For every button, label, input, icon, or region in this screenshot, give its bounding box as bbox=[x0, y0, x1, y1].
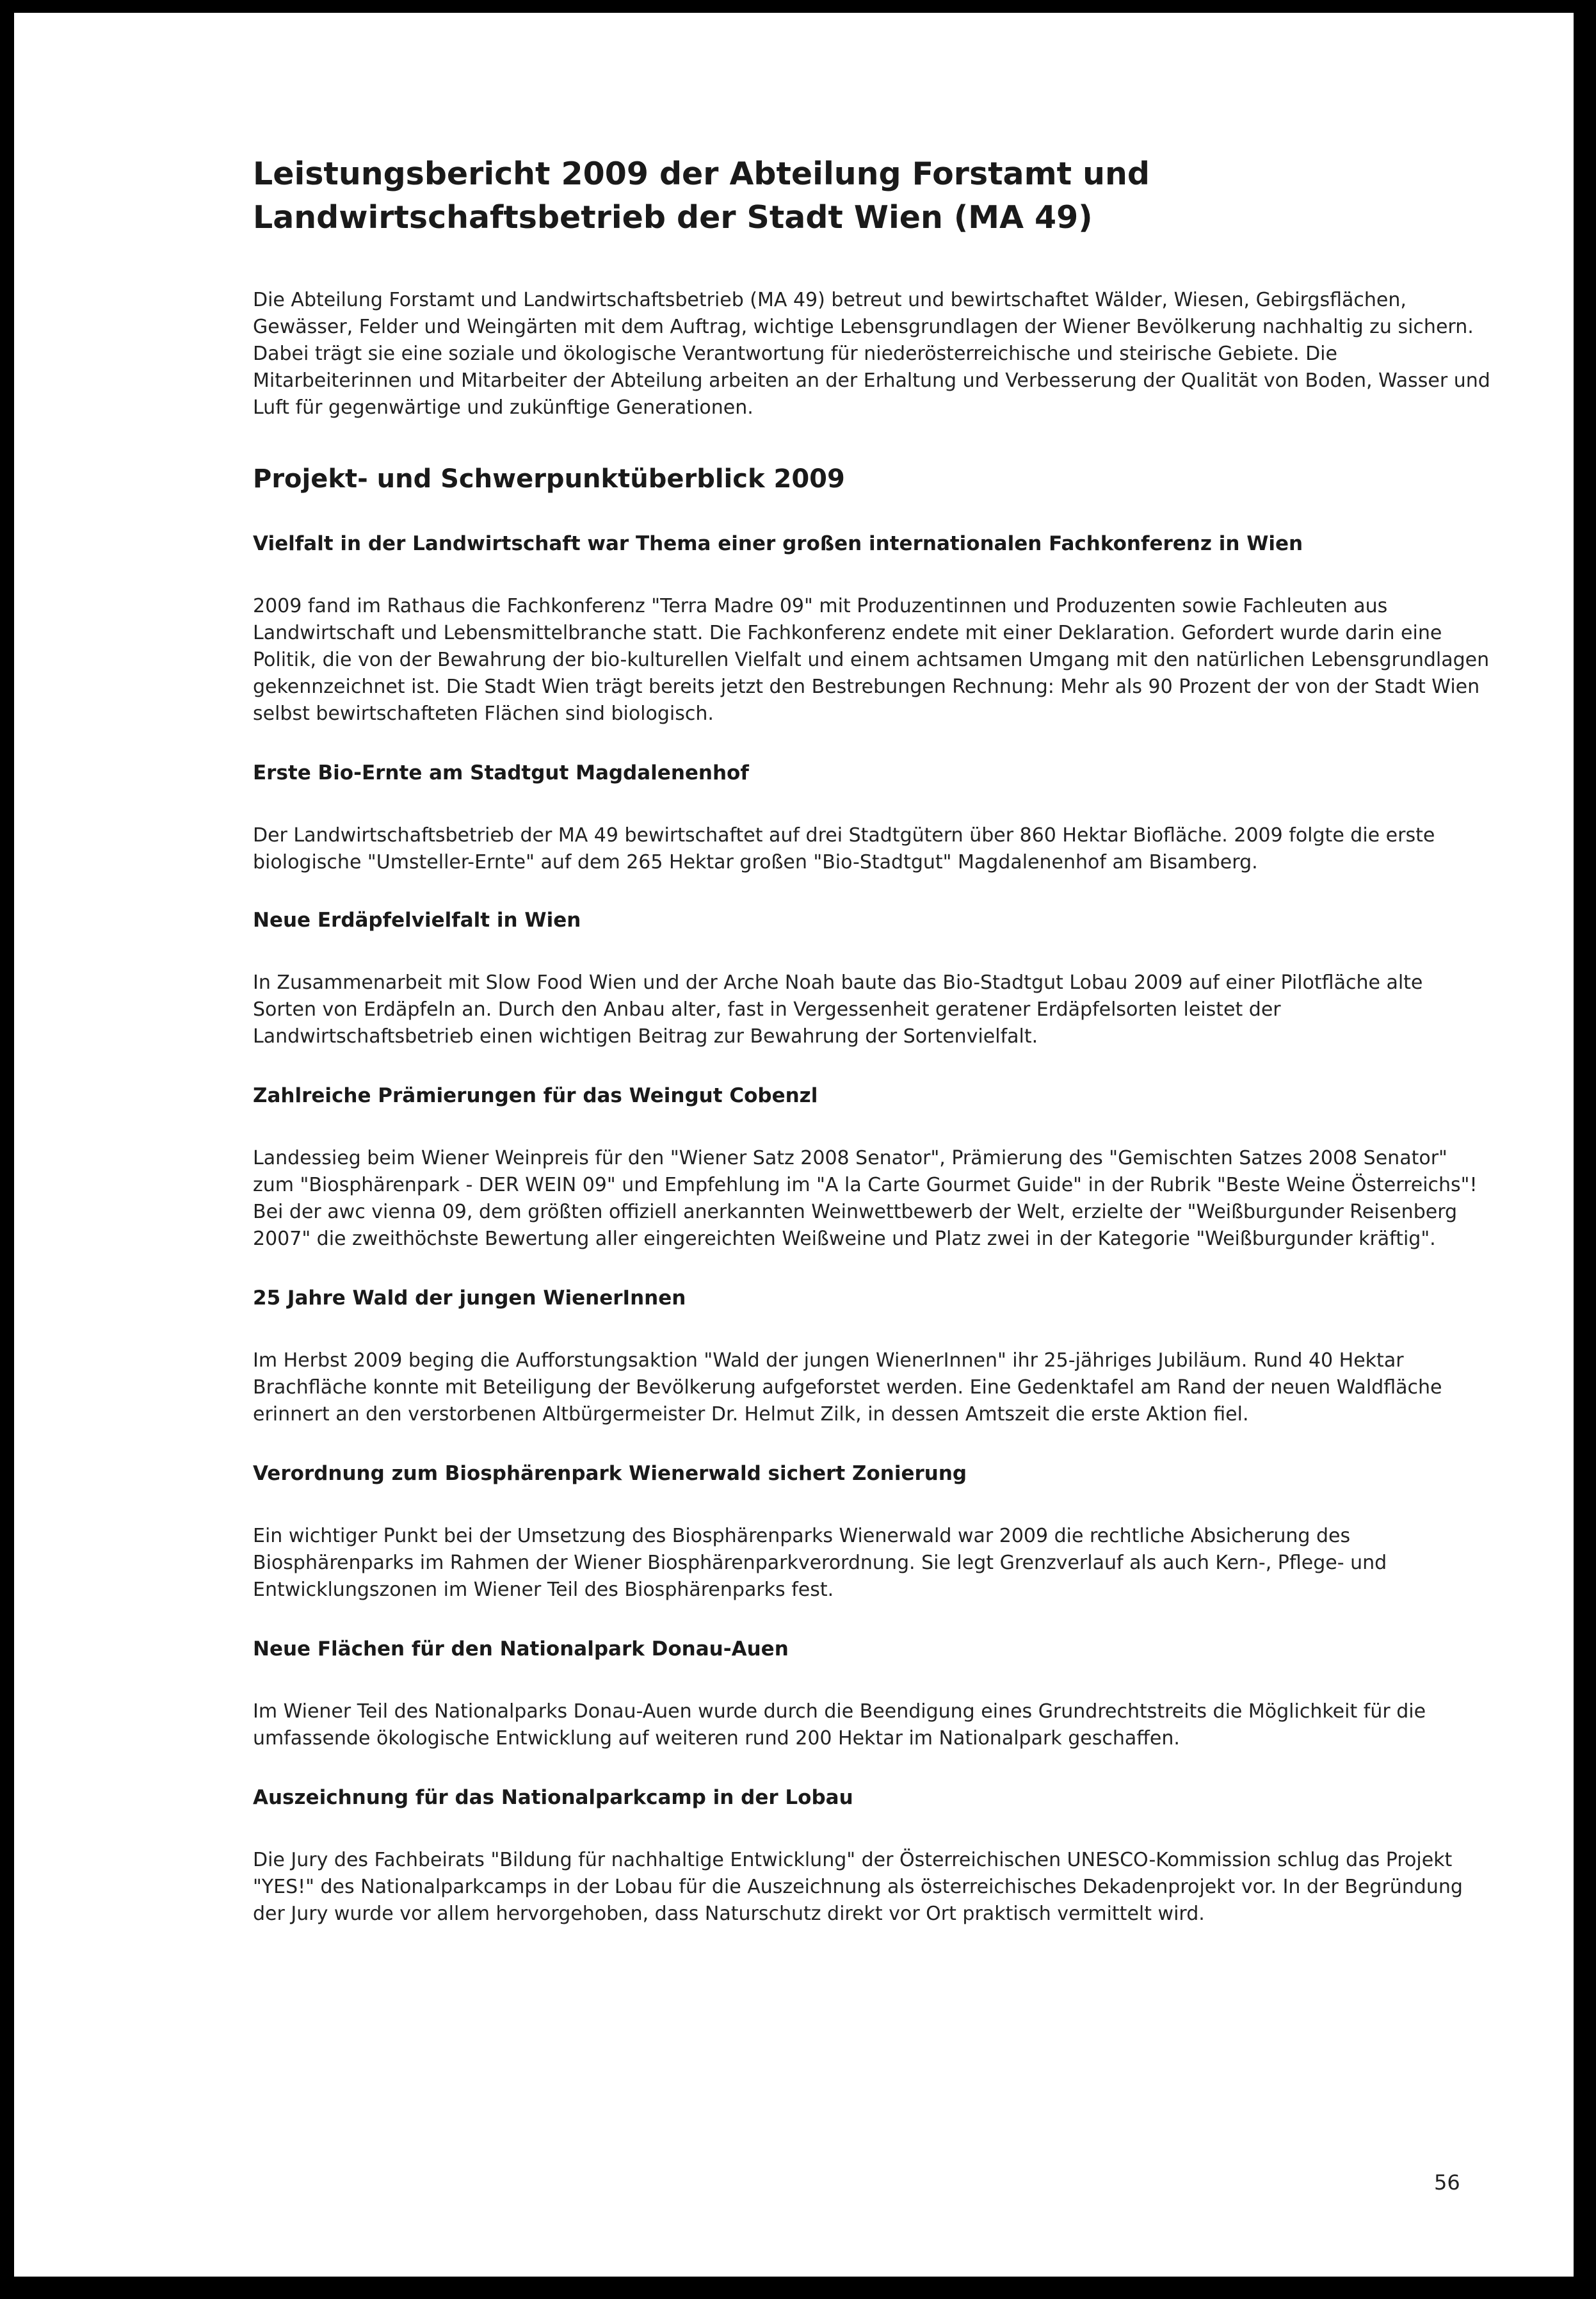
topic-body: Landessieg beim Wiener Weinpreis für den "Wiener Satz 2008 Senator", Prämierung des "Gemischten Satzes 2008 Senator" zum "Biosphärenpark - DER WEIN 09" und Empfehlung im "A la Carte Gourmet Guide" in der Rubrik "Beste Weine Österreichs"! Bei der awc vienna 09, dem größten offiziell anerkannten Weinwettbewerb der Welt, erzielte der "Weißburgunder Reisenberg 2007" die zweithöchste Bewertung aller eingereichten Weißweine und Platz zwei in der Kategorie "Weißburgunder kräftig". bbox=[253, 1147, 1478, 1250]
topic-heading: Auszeichnung für das Nationalparkcamp in der Lobau bbox=[253, 1786, 853, 1809]
page-content bbox=[253, 152, 1492, 1960]
topic-body: Die Jury des Fachbeirats "Bildung für nachhaltige Entwicklung" der Österreichischen UNESCO-Kommission schlug das Projekt "YES!" des Nationalparkcamps in der Lobau für die Auszeichnung als österreichisches Dekadenprojekt vor. In der Begründung der Jury wurde vor allem hervorgehoben, dass Naturschutz direkt vor Ort praktisch vermittelt wird. bbox=[253, 1849, 1463, 1925]
topic-nationalpark-donau-auen bbox=[253, 1636, 1492, 1752]
topic-erdaepfelvielfalt bbox=[253, 907, 1492, 1050]
topic-heading: 25 Jahre Wald der jungen WienerInnen bbox=[253, 1287, 686, 1310]
topic-body: Der Landwirtschaftsbetrieb der MA 49 bewirtschaftet auf drei Stadtgütern über 860 Hektar Biofläche. 2009 folgte die erste biologische "Umsteller-Ernte" auf dem 265 Hektar großen "Bio-Stadtgut" Magdalenenhof am Bisamberg. bbox=[253, 824, 1435, 873]
topic-heading: Neue Erdäpfelvielfalt in Wien bbox=[253, 909, 581, 932]
section-title: Projekt- und Schwerpunktüberblick 2009 bbox=[253, 464, 845, 494]
document-title: Leistungsbericht 2009 der Abteilung Forstamt und Landwirtschaftsbetrieb der Stadt Wien (MA 49) bbox=[253, 156, 1150, 236]
topic-heading: Zahlreiche Prämierungen für das Weingut Cobenzl bbox=[253, 1084, 818, 1107]
topic-heading: Vielfalt in der Landwirtschaft war Thema einer großen internationalen Fachkonferenz in Wien bbox=[253, 532, 1303, 555]
topic-body: In Zusammenarbeit mit Slow Food Wien und der Arche Noah baute das Bio-Stadtgut Lobau 2009 auf einer Pilotfläche alte Sorten von Erdäpfeln an. Durch den Anbau alter, fast in Vergessenheit geratener Erdäpfelsorten leistet der Landwirtschaftsbetrieb einen wichtigen Beitrag zur Bewahrung der Sortenvielfalt. bbox=[253, 971, 1423, 1048]
topic-biosphaerenpark bbox=[253, 1460, 1492, 1604]
topic-body: Im Herbst 2009 beging die Aufforstungsaktion "Wald der jungen WienerInnen" ihr 25-jähriges Jubiläum. Rund 40 Hektar Brachfläche konnte mit Beteiligung der Bevölkerung aufgeforstet werden. Eine Gedenktafel am Rand der neuen Waldfläche erinnert an den verstorbenen Altbürgermeister Dr. Helmut Zilk, in dessen Amtszeit die erste Aktion fiel. bbox=[253, 1349, 1442, 1426]
topic-heading: Verordnung zum Biosphärenpark Wienerwald sichert Zonierung bbox=[253, 1462, 967, 1485]
topic-wald-der-jungen bbox=[253, 1285, 1492, 1428]
topic-terra-madre bbox=[253, 530, 1492, 727]
document-page bbox=[14, 13, 1574, 2277]
topic-body: Im Wiener Teil des Nationalparks Donau-Auen wurde durch die Beendigung eines Grundrechtstreits die Möglichkeit für die umfassende ökologische Entwicklung auf weiteren rund 200 Hektar im Nationalpark geschaffen. bbox=[253, 1700, 1426, 1750]
topic-body: 2009 fand im Rathaus die Fachkonferenz "Terra Madre 09" mit Produzentinnen und Produzenten sowie Fachleuten aus Landwirtschaft und Lebensmittelbranche statt. Die Fachkonferenz endete mit einer Deklaration. Gefordert wurde darin eine Politik, die von der Bewahrung der bio-kulturellen Vielfalt und einem achtsamen Umgang mit den natürlichen Lebensgrundlagen gekennzeichnet ist. Die Stadt Wien trägt bereits jetzt den Bestrebungen Rechnung: Mehr als 90 Prozent der von der Stadt Wien selbst bewirtschafteten Flächen sind biologisch. bbox=[253, 595, 1490, 725]
topic-heading: Erste Bio-Ernte am Stadtgut Magdalenenhof bbox=[253, 761, 749, 784]
intro-paragraph: Die Abteilung Forstamt und Landwirtschaftsbetrieb (MA 49) betreut und bewirtschaftet Wälder, Wiesen, Gebirgsflächen, Gewässer, Felder und Weingärten mit dem Auftrag, wichtige Lebensgrundlagen der Wiener Bevölkerung nachhaltig zu sichern. Dabei trägt sie eine soziale und ökologische Verantwortung für niederösterreichische und steirische Gebiete. Die Mitarbeiterinnen und Mitarbeiter der Abteilung arbeiten an der Erhaltung und Verbesserung der Qualität von Boden, Wasser und Luft für gegenwärtige und zukünftige Generationen. bbox=[253, 289, 1490, 419]
topic-bio-ernte bbox=[253, 760, 1492, 876]
topic-body: Ein wichtiger Punkt bei der Umsetzung des Biosphärenparks Wienerwald war 2009 die rechtliche Absicherung des Biosphärenparks im Rahmen der Wiener Biosphärenparkverordnung. Sie legt Grenzverlauf als auch Kern-, Pflege- und Entwicklungszonen im Wiener Teil des Biosphärenparks fest. bbox=[253, 1525, 1387, 1601]
topic-weingut-cobenzl bbox=[253, 1082, 1492, 1253]
topic-nationalparkcamp bbox=[253, 1784, 1492, 1928]
page-number: 56 bbox=[1434, 2170, 1460, 2195]
topic-heading: Neue Flächen für den Nationalpark Donau-Auen bbox=[253, 1637, 789, 1661]
